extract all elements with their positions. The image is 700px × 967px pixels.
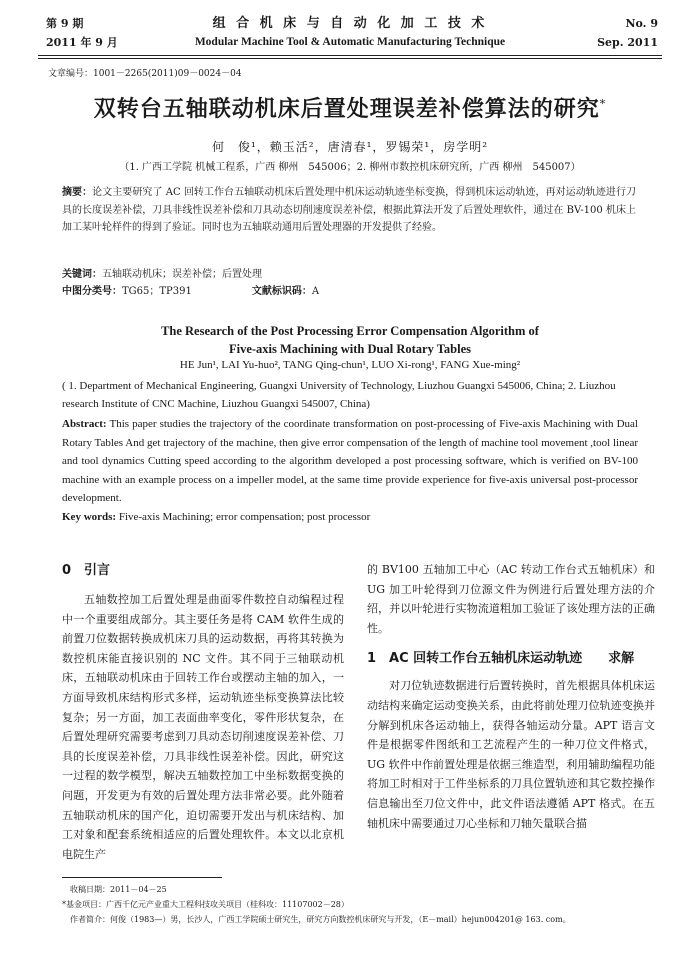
body-right-column <box>367 560 655 833</box>
paper-title <box>30 92 670 123</box>
journal-name-cn: 组 合 机 床 与 自 动 化 加 工 技 术 <box>212 16 488 31</box>
fund-note: *基金项目：广西千亿元产业重大工程科技攻关项目（桂科攻：11107002－28） <box>62 900 349 909</box>
date-en: Sep. 2011 <box>597 36 658 49</box>
journal-name-en: Modular Machine Tool & Automatic Manufacturing Technique <box>194 36 506 48</box>
header-left <box>46 14 118 52</box>
affiliation: （1. 广西工学院 机械工程系，广西 柳州 545006；2. 柳州市数控机床研究所，广西 柳州 545007） <box>119 162 581 173</box>
article-number: 文章编号：1001－2265(2011)09－0024－04 <box>48 69 242 79</box>
doc-code-label: 文献标识码： <box>251 286 312 297</box>
english-abstract <box>62 415 638 508</box>
keywords-cn <box>62 265 262 280</box>
abstract-label: 摘要： <box>62 187 93 198</box>
author-bio-text: 作者简介：何俊（1983—）男，长沙人，广西工学院硕士研究生，研究方向数控机床研究与开发，（E－mail）hejun004201@ 163. com。 <box>70 915 571 924</box>
section-0-heading: 0 引言 <box>62 563 111 578</box>
date-cn: 2011 年 9 月 <box>46 36 118 49</box>
received-date <box>62 882 660 897</box>
english-abstract-label: Abstract: <box>62 418 107 430</box>
english-abstract-text: This paper studies the trajectory of the coordinate transformation on post-processing of Five-axis Machining with Dual Rotary Tables And get trajectory of the machine, then give error compensation of the length of machine tool movement ,tool linear and tool dynamics Cutting speed according to the algorithm developed a post processing software, which is verified on BV-100 machine with an example process on a impeller model, at the same time provide experience for five-axis universal post-processor development. <box>62 418 638 505</box>
issue-en: No. 9 <box>625 17 658 30</box>
english-title-line2: Five-axis Machining with Dual Rotary Tables <box>228 342 472 356</box>
received-date-text: 收稿日期：2011－04－25 <box>70 885 167 894</box>
title-footnote-mark: * <box>599 97 607 111</box>
abstract-text: 论文主要研究了 AC 回转工作台五轴联动机床后置处理中机床运动轨迹坐标变换，得到机床运动轨迹，再对运动轨迹进行刀具的长度误差补偿，刀具非线性误差补偿和刀具动态切削速度误差补偿，根据此算法开发了后置处理软件，通过在 BV-100 机床上加工某叶轮样件的得到了验证。同时也为五轴联动通用后置处理器的开发提供了经验。 <box>62 187 637 233</box>
author-bio <box>62 912 660 927</box>
header-center <box>158 14 542 52</box>
clc-label: 中图分类号： <box>62 286 122 297</box>
footnote-rule <box>62 877 222 878</box>
english-title-line1: The Research of the Post Processing Error Compensation Algorithm of <box>161 324 539 338</box>
english-authors: HE Jun¹, LAI Yu-huo², TANG Qing-chun¹, LUO Xi-rong¹, FANG Xue-ming² <box>179 359 521 371</box>
doc-code-text: A <box>311 286 320 297</box>
header-rule-thin <box>38 58 662 59</box>
journal-header <box>38 14 662 52</box>
section-0-paragraph: 五轴数控加工后置处理是曲面零件数控自动编程过程中一个重要组成部分。其主要任务是将 CAM 软件生成的前置刀位数据转换成机床刀具的运动数据，再将其转换为数控机床能直接识别的 NC 文件。其不同于三轴联动机床，五轴联动机床由于回转工作台或摆动主轴的加入，一方面导致机床结构形式多样，运动轨迹坐标变换算法比较复杂；另一方面，加工表面曲率变化，零件形状复杂，在后置处理研究需要考虑到刀具动态切削速度误差补偿、刀具的长度误差补偿，刀具非线性误差补偿。因此，研究这一过程的数学模型，解决五轴数控加工中坐标数据变换的问题，开发更为有效的后置处理方法非常必要。此外随着五轴联动机床的国产化，迫切需要开发出与机床结构、加工对象和配套系统相适应的后置处理软件。本文以北京机电院生产 <box>62 593 344 861</box>
clc-text: TG65；TP391 <box>122 286 192 297</box>
authors: 何 俊¹，赖玉活²，唐清春¹，罗锡荣¹，房学明² <box>211 140 489 154</box>
header-right <box>597 14 658 52</box>
abstract-cn <box>62 184 636 237</box>
header-rule <box>38 55 662 56</box>
english-affiliation: ( 1. Department of Mechanical Engineering, Guangxi University of Technology, Liuzhou Guangxi 545006, China; 2. Liuzhou research Institute of CNC Machine, Liuzhou Guangxi 545007, China) <box>62 380 616 410</box>
section-1-heading: 1 AC 回转工作台五轴机床运动轨迹 求解 <box>367 651 635 667</box>
keywords-label: 关键词： <box>62 269 102 280</box>
english-keywords <box>62 511 370 523</box>
body-left-column <box>62 560 344 864</box>
right-paragraph-0: 的 BV100 五轴加工中心（AC 转动工作台式五轴机床）和 UG 加工叶轮得到刀位源文件为例进行后置处理方法的介绍，并以叶轮进行实物流道粗加工验证了该处理方法的正确性。 <box>367 563 655 635</box>
paper-title-text: 双转台五轴联动机床后置处理误差补偿算法的研究 <box>93 96 600 122</box>
footnotes <box>62 882 660 927</box>
keywords-text: 五轴联动机床；误差补偿；后置处理 <box>102 269 262 280</box>
english-title <box>40 322 660 358</box>
english-keywords-label: Key words: <box>62 511 117 523</box>
issue-cn: 第 9 期 <box>46 17 84 30</box>
section-1-paragraph: 对刀位轨迹数据进行后置转换时，首先根据具体机床运动结构来确定运动变换关系，由此将前处理刀位轨迹变换并分解到机床各运动轴上，获得各轴运动分量。APT 语言文件是根据零件图纸和工艺流程产生的一种刀位文件格式，UG 软件中作前置处理是依据三维造型，利用辅助编程功能将加工时相对于工件坐标系的刀具位置轨迹和其它数控操作信息输出至刀位文件中，此文件语法遵循 APT 格式。在五轴机床中需要通过刀心坐标和刀轴矢量联合描 <box>367 679 655 830</box>
english-keywords-text: Five-axis Machining; error compensation; post processor <box>118 511 371 523</box>
classification <box>62 282 319 297</box>
